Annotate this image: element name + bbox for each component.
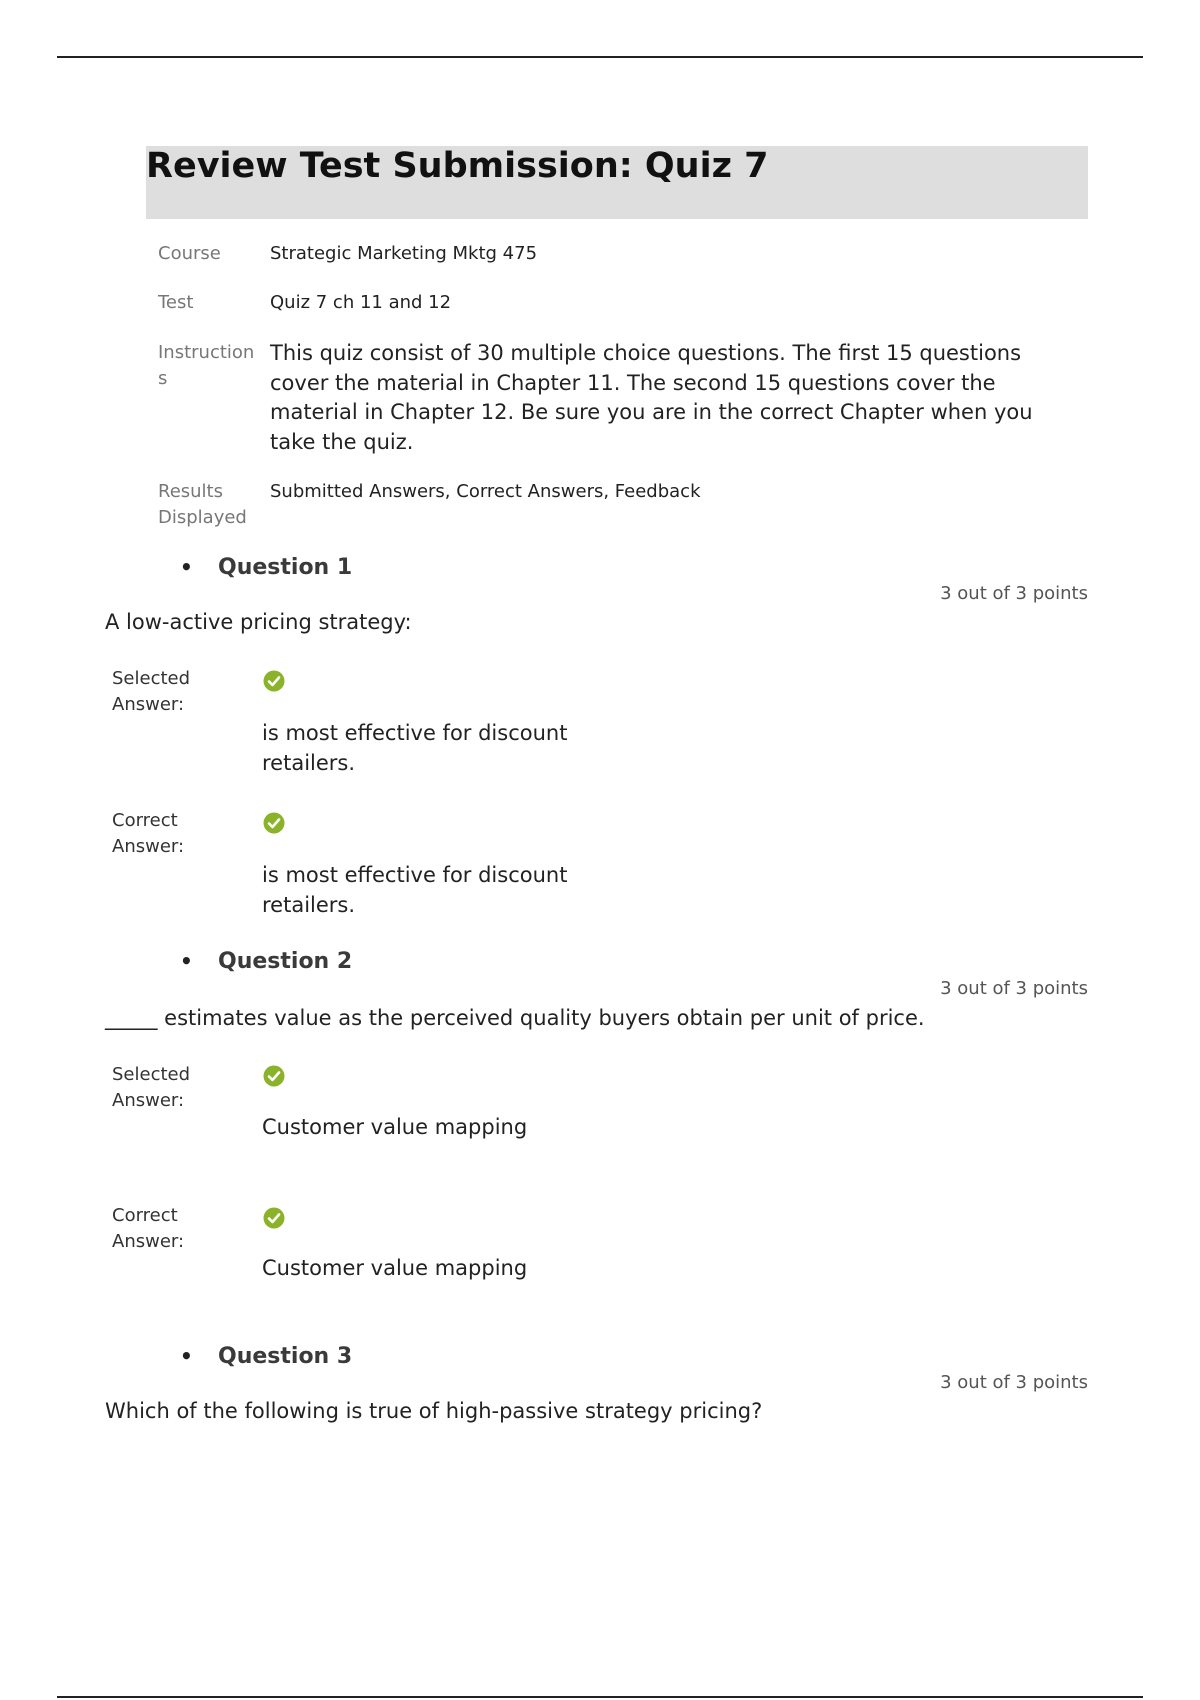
question-1-correct-answer: is most effective for discount retailers.	[262, 863, 568, 917]
check-circle-icon	[263, 812, 285, 834]
question-2-points: 3 out of 3 points	[940, 978, 1088, 999]
question-1-selected-answer: is most effective for discount retailers.	[262, 721, 568, 775]
bullet: •	[180, 555, 193, 579]
question-3-text: Which of the following is true of high-passive strategy pricing?	[105, 1399, 763, 1423]
question-2-text: _____ estimates value as the perceived quality buyers obtain per unit of price.	[105, 1006, 925, 1030]
question-1-heading	[180, 553, 352, 582]
bullet: •	[180, 1344, 193, 1368]
question-2-correct-answer: Customer value mapping	[262, 1256, 528, 1280]
instructions-value: This quiz consist of 30 multiple choice questions. The first 15 questions cover the material in Chapter 11. The second 15 questions cover the material in Chapter 12. Be sure you are in the correct Chapter when you take the quiz.	[270, 341, 1033, 454]
question-1-correct-label: Correct Answer:	[112, 810, 185, 857]
test-value: Quiz 7 ch 11 and 12	[270, 292, 452, 313]
check-circle-icon	[263, 670, 285, 692]
title-bar	[146, 146, 1088, 219]
bullet: •	[180, 949, 193, 973]
bottom-divider	[57, 1696, 1143, 1698]
question-2-correct-label: Correct Answer:	[112, 1205, 185, 1252]
question-3-heading	[180, 1342, 352, 1371]
course-label: Course	[158, 243, 221, 264]
question-2-heading	[180, 947, 352, 976]
course-value: Strategic Marketing Mktg 475	[270, 243, 538, 264]
check-circle-icon	[263, 1065, 285, 1087]
instructions-label: Instructions	[158, 342, 255, 389]
results-displayed-value: Submitted Answers, Correct Answers, Feedback	[270, 481, 701, 502]
question-1-title: Question 1	[218, 555, 353, 580]
question-1-points: 3 out of 3 points	[940, 583, 1088, 604]
test-label: Test	[158, 292, 194, 313]
question-2-title: Question 2	[218, 949, 353, 974]
question-1-text: A low-active pricing strategy:	[105, 610, 412, 634]
question-1-selected-label: Selected Answer:	[112, 668, 191, 715]
page-title: Review Test Submission: Quiz 7	[146, 146, 769, 186]
question-3-title: Question 3	[218, 1344, 353, 1369]
question-3-points: 3 out of 3 points	[940, 1372, 1088, 1393]
question-2-selected-answer: Customer value mapping	[262, 1115, 528, 1139]
results-displayed-label: Results Displayed	[158, 481, 247, 528]
question-2-selected-label: Selected Answer:	[112, 1064, 191, 1111]
top-divider	[57, 56, 1143, 58]
check-circle-icon	[263, 1207, 285, 1229]
